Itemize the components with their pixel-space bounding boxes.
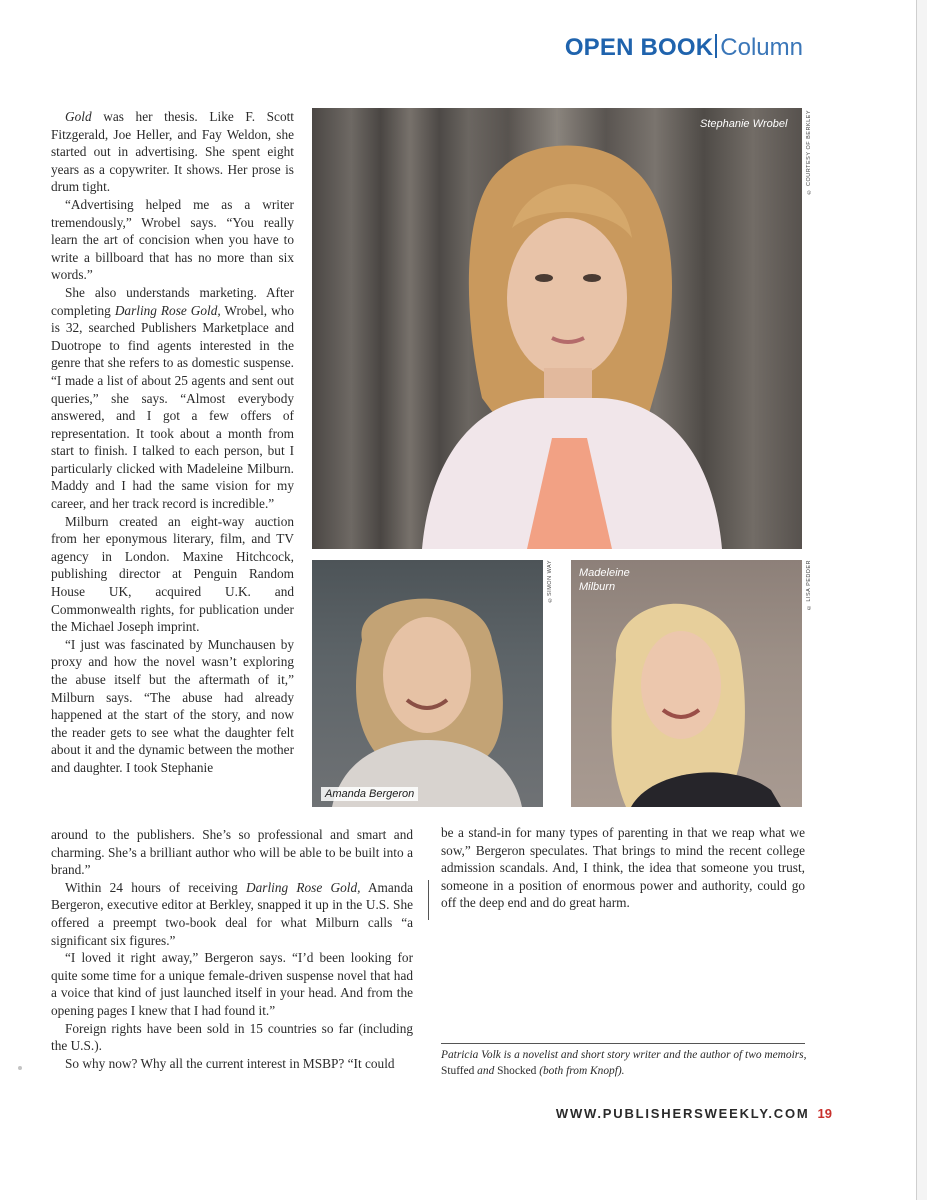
section-title: OPEN BOOK <box>564 34 714 61</box>
author-note-title-1: Stuffed <box>441 1065 475 1077</box>
author-note-title-2: Shocked <box>497 1065 537 1077</box>
photo-amanda-bergeron <box>312 560 543 807</box>
caption-stephanie-wrobel: Stephanie Wrobel <box>700 118 788 130</box>
paragraph-text: Foreign rights have been sold in 15 countries so far (including the U.S.). <box>51 1020 413 1054</box>
column-divider <box>428 880 429 920</box>
paragraph <box>51 1020 413 1055</box>
page-number: 19 <box>817 1106 832 1121</box>
portrait-illustration <box>312 560 543 807</box>
author-note-rule <box>441 1043 805 1044</box>
author-note-line-2 <box>441 1063 813 1079</box>
article-column-1-bottom <box>51 826 413 1072</box>
footer-url[interactable]: WWW.PUBLISHERSWEEKLY.COM <box>555 1106 810 1121</box>
header-divider <box>715 34 717 58</box>
article-column-2 <box>441 824 805 912</box>
paragraph <box>51 636 294 777</box>
caption-madeleine-milburn <box>579 566 630 594</box>
caption-madeleine-line-2: Milburn <box>579 581 616 593</box>
paragraph-text: Within 24 hours of receiving <box>65 879 247 895</box>
paragraph-text: Milburn created an eight-way auction from her eponymous literary, film, and TV agency in London. Maxine Hitchcock, publishing director at Penguin Random House UK, acquired U.K. and Commonwealth rights, for publication under the Michael Joseph imprint. <box>51 513 294 635</box>
author-note-line-1: Patricia Volk is a novelist and short story writer and the author of two memoirs, <box>441 1049 807 1061</box>
paragraph-text: Wrobel, who is 32, searched Publishers Marketplace and Duotrope to find agents interested in the genre that she refers to as domestic suspense. “I made a list of about 25 agents and sent out queries,” she says. “Almost everybody answered, and I got a few offers of representation. It took about a month from start to finish. I talked to each person, but I particularly clicked with Madeleine Milburn. Maddy and I had the same vision for my career, and her track record is incredible.” <box>51 302 294 512</box>
paragraph <box>51 826 413 879</box>
paragraph <box>51 196 294 284</box>
scan-mark <box>18 1066 22 1070</box>
credit-main-photo: © COURTESY OF BERKLEY <box>806 110 812 195</box>
book-title: Gold <box>65 109 92 124</box>
paragraph-text: around to the publishers. She’s so professional and smart and charming. She’s a brilliant author who will be able to be built into a brand.” <box>51 827 413 878</box>
article-column-1-top <box>51 108 294 777</box>
photo-madeleine-milburn <box>571 560 802 807</box>
paragraph <box>441 824 805 912</box>
paragraph <box>51 513 294 636</box>
book-title: Darling Rose Gold, <box>246 879 361 895</box>
portrait-illustration <box>571 560 802 807</box>
caption-amanda-bergeron: Amanda Bergeron <box>321 787 418 801</box>
paragraph <box>51 284 294 513</box>
credit-madeleine-photo: © LISA PEDDER <box>806 560 812 611</box>
page-edge <box>916 0 927 1200</box>
paragraph-text: “I just was fascinated by Munchausen by proxy and how the novel wasn’t exploring the abuse itself but the aftermath of it,” Milburn says. “The abuse had already happened at the start of the story, and now the reader gets to see what the daughter felt about it and the dynamic between the mother and daughter. I took Stephanie <box>51 636 294 775</box>
paragraph-text: be a stand-in for many types of parenting in that we reap what we sow,” Bergeron speculates. That brings to mind the recent college admission scandals. And, I think, the idea that someone you trust, someone in a position of enormous power and authority, could go off the deep end and do great harm. <box>441 825 805 911</box>
paragraph-text: She also understands marketing. After completing <box>51 284 294 318</box>
photo-stephanie-wrobel <box>312 108 802 549</box>
author-note-publisher: (both from Knopf). <box>536 1065 625 1077</box>
paragraph-text: “Advertising helped me as a writer tremendously,” Wrobel says. “You really learn the art of concision when you have to write a billboard that has no more than six words.” <box>51 196 294 283</box>
credit-amanda-photo: ©SIMON WAY <box>547 560 553 603</box>
author-note <box>441 1047 813 1079</box>
paragraph-text: So why now? Why all the current interest in MSBP? “It could <box>65 1055 395 1071</box>
column-header <box>565 34 803 62</box>
book-title: Darling Rose Gold, <box>114 302 221 318</box>
paragraph-text: Amanda Bergeron, executive editor at Berkley, snapped it up in the U.S. She offered a preempt two-book deal for what Milburn calls “a significant six figures.” <box>51 879 413 948</box>
caption-madeleine-line-1: Madeleine <box>579 567 630 579</box>
paragraph-text: was her thesis. Like F. Scott Fitzgerald, Joe Heller, and Fay Weldon, she started out in advertising. She spent eight years as a copywriter. It shows. Her prose is drum tight. <box>51 109 294 195</box>
paragraph <box>51 1055 413 1073</box>
page-footer <box>556 1106 832 1121</box>
paragraph-text: “I loved it right away,” Bergeron says. “I’d been looking for quite some time for a unique female-driven suspense novel that had a voice that kind of just launched itself in your head. And from the opening pages I knew that I had found it.” <box>51 950 413 1018</box>
paragraph <box>51 949 413 1019</box>
portrait-illustration <box>312 108 802 549</box>
paragraph <box>51 108 294 196</box>
section-subtitle: Column <box>720 34 803 61</box>
author-note-and: and <box>474 1065 498 1077</box>
paragraph <box>51 879 413 949</box>
